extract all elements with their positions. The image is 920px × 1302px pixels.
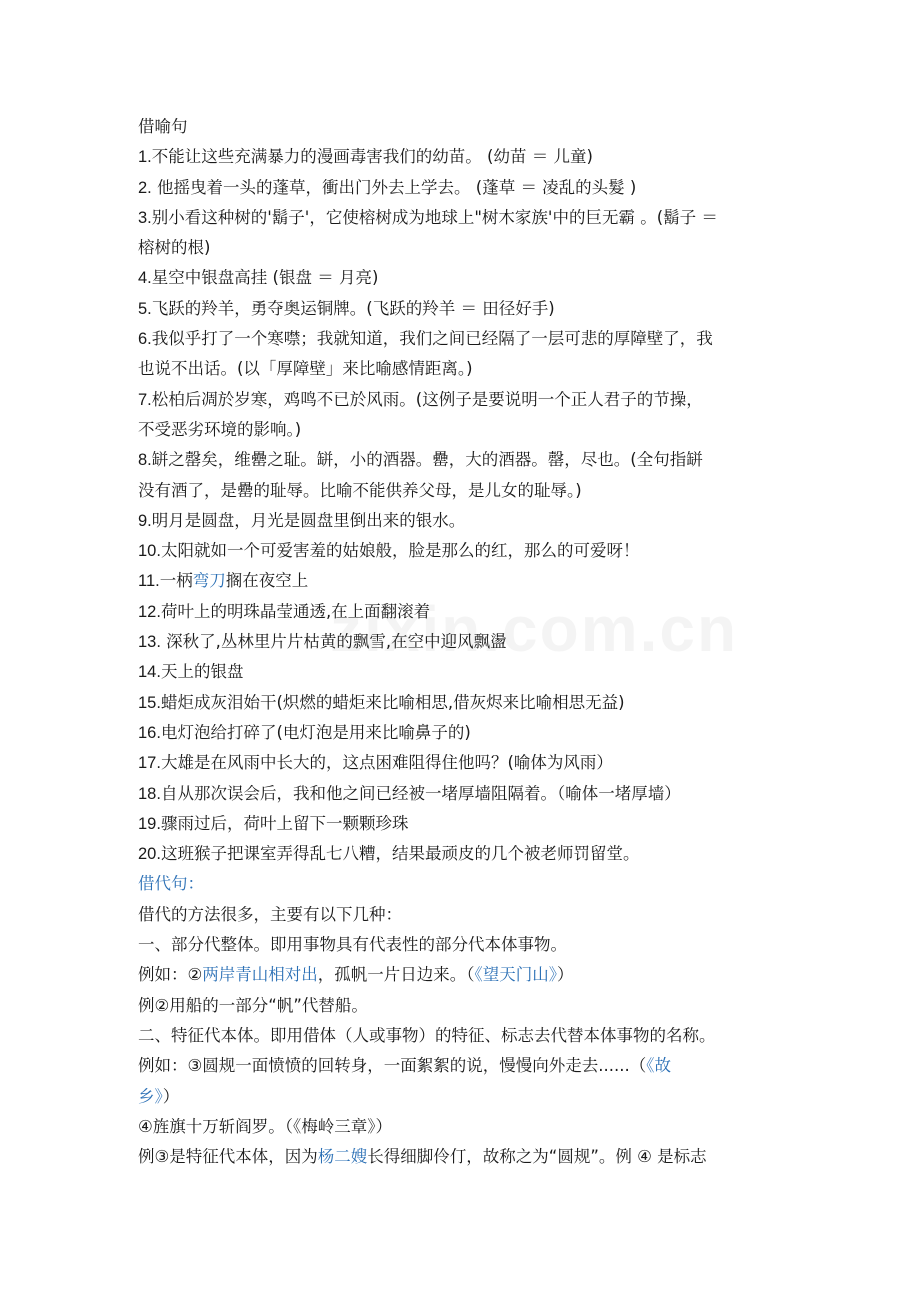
item-text: 天上的银盘 — [160, 662, 244, 682]
text-span: ） — [557, 965, 574, 985]
list-item — [138, 597, 798, 627]
text-span: 例如：② — [138, 965, 203, 985]
list-item — [138, 839, 798, 869]
item-number: 13. — [138, 633, 161, 652]
item-text: 荷叶上的明珠晶莹通透,在上面翻滚着 — [160, 601, 431, 621]
item-number: 4. — [138, 269, 152, 288]
list-item — [138, 688, 798, 718]
list-item — [138, 324, 798, 354]
link-poem-line[interactable]: 两岸青山相对出 — [202, 965, 318, 985]
item-text: 不受恶劣环境的影响。) — [138, 419, 302, 439]
item-number: 19. — [138, 814, 161, 833]
list-item — [138, 536, 798, 566]
list-item — [138, 173, 798, 203]
item-text: 这班猴子把课室弄得乱七八糟，结果最顽皮的几个被老师罚留堂。 — [160, 844, 640, 864]
item-number: 3. — [138, 208, 152, 227]
item-text: 自从那次误会后，我和他之间已经被一堵厚墙阻隔着。（喻体一堵厚墙） — [160, 783, 681, 803]
list-item — [138, 294, 798, 324]
link-term[interactable]: 弯刀 — [192, 571, 226, 591]
item-number: 5. — [138, 299, 152, 318]
item-text: 松柏后凋於岁寒，鸡鸣不已於风雨。(这例子是要说明一个正人君子的节操， — [151, 389, 703, 409]
list-item — [138, 779, 798, 809]
item-text: 蜡炬成灰泪始干(炽燃的蜡炬来比喻相思,借灰烬来比喻相思无益) — [160, 692, 625, 712]
text-span: ） — [162, 1086, 180, 1106]
list-item — [138, 203, 798, 233]
item-number: 11. — [138, 572, 160, 591]
item-text: 电灯泡给打碎了(电灯泡是用来比喻鼻子的) — [160, 722, 471, 742]
item-text: 大雄是在风雨中长大的，这点困难阻得住他吗？(喻体为风雨） — [160, 753, 613, 773]
paragraph — [138, 1142, 798, 1172]
list-item — [138, 415, 798, 445]
item-text: 他摇曳着一头的蓬草，衝出门外去上学去。 (蓬草 ＝ 凌乱的头髮 ) — [151, 177, 637, 197]
link-story-title[interactable]: 《故 — [646, 1056, 672, 1076]
list-item — [138, 566, 798, 596]
item-number: 20. — [138, 845, 161, 864]
text-span: 例③是特征代本体，因为 — [138, 1147, 318, 1167]
list-item — [138, 263, 798, 293]
item-text: 太阳就如一个可爱害羞的姑娘般，脸是那么的红，那么的可爱呀！ — [160, 541, 640, 561]
item-number: 14. — [138, 663, 161, 682]
list-item — [138, 354, 798, 384]
item-text: 搁在夜空上 — [225, 571, 309, 591]
section-heading-metaphor: 借喻句 — [138, 117, 188, 136]
item-number: 1. — [138, 148, 152, 167]
item-number: 9. — [138, 511, 152, 530]
example-line — [138, 1082, 798, 1112]
paragraph: 二、特征代本体。即用借体（人或事物）的特征、标志去代替本体事物的名称。 — [138, 1025, 716, 1045]
item-text: 飞跃的羚羊，勇夺奥运铜牌。(飞跃的羚羊 ＝ 田径好手) — [151, 298, 555, 318]
text-span: 长得细脚伶仃，故称之为“圆规”。例 ④ 是标志 — [367, 1147, 707, 1167]
paragraph: 一、部分代整体。即用事物具有代表性的部分代本体事物。 — [138, 935, 567, 955]
text-span: 例如：③圆规一面愤愤的回转身，一面絮絮的说，慢慢向外走去......（ — [138, 1056, 647, 1076]
list-item — [138, 233, 798, 263]
item-number: 17. — [138, 754, 161, 773]
item-number: 18. — [138, 784, 161, 803]
item-number: 6. — [138, 330, 152, 349]
list-item — [138, 718, 798, 748]
text-span: 一柄 — [159, 571, 193, 591]
example-line — [138, 960, 798, 990]
paragraph: 借代的方法很多，主要有以下几种： — [138, 904, 402, 924]
item-number: 7. — [138, 390, 152, 409]
list-item — [138, 657, 798, 687]
item-text: 也说不出话。(以「厚障壁」来比喻感情距离。) — [138, 359, 473, 379]
item-text: 星空中银盘高挂 (银盘 ＝ 月亮) — [151, 268, 379, 288]
item-number: 16. — [138, 723, 161, 742]
item-text: 深秋了,丛林里片片枯黄的飘雪,在空中迎风飘盪 — [160, 632, 507, 652]
text-span: ，孤帆一片日边来。（ — [317, 965, 475, 985]
list-item — [138, 385, 798, 415]
list-item — [138, 809, 798, 839]
item-text: 没有酒了，是罍的耻辱。比喻不能供养父母，是儿女的耻辱。) — [138, 480, 582, 500]
list-item — [138, 476, 798, 506]
item-number: 15. — [138, 693, 161, 712]
document-body — [138, 112, 798, 1172]
paragraph: 例②用船的一部分“帆”代替船。 — [138, 995, 368, 1015]
list-item — [138, 748, 798, 778]
item-text: 不能让这些充满暴力的漫画毒害我们的幼苗。 (幼苗 ＝ 儿童) — [151, 147, 593, 167]
item-text: 明月是圆盘，月光是圆盘里倒出来的银水。 — [151, 510, 466, 530]
list-item — [138, 627, 798, 657]
list-item — [138, 445, 798, 475]
item-text: 我似乎打了一个寒噤；我就知道，我们之间已经隔了一层可悲的厚障壁了，我 — [151, 329, 713, 349]
list-item — [138, 142, 798, 172]
paragraph: ④旌旗十万斩阎罗。（《梅岭三章》） — [138, 1116, 393, 1136]
item-number: 2. — [138, 178, 152, 197]
item-text: 榕树的根) — [138, 238, 211, 258]
metaphor-list — [138, 142, 798, 869]
item-number: 8. — [138, 451, 152, 470]
link-poem-title[interactable]: 《望天门山》 — [474, 965, 558, 985]
section-heading-metonymy[interactable]: 借代句： — [138, 874, 204, 894]
link-story-title[interactable]: 乡》 — [138, 1086, 163, 1106]
item-number: 10. — [138, 542, 161, 561]
item-text: 缾之罄矣，维罍之耻。缾，小的酒器。罍，大的酒器。罄，尽也。(全句指缾 — [151, 450, 703, 470]
link-character[interactable]: 杨二嫂 — [317, 1147, 368, 1167]
item-text: 别小看这种树的'鬍子'，它使榕树成为地球上"树木家族'中的巨无霸 。(鬍子 ＝ — [151, 207, 718, 227]
item-text: 骤雨过后，荷叶上留下一颗颗珍珠 — [160, 813, 409, 833]
example-line — [138, 1051, 798, 1081]
item-number: 12. — [138, 602, 161, 621]
list-item — [138, 506, 798, 536]
